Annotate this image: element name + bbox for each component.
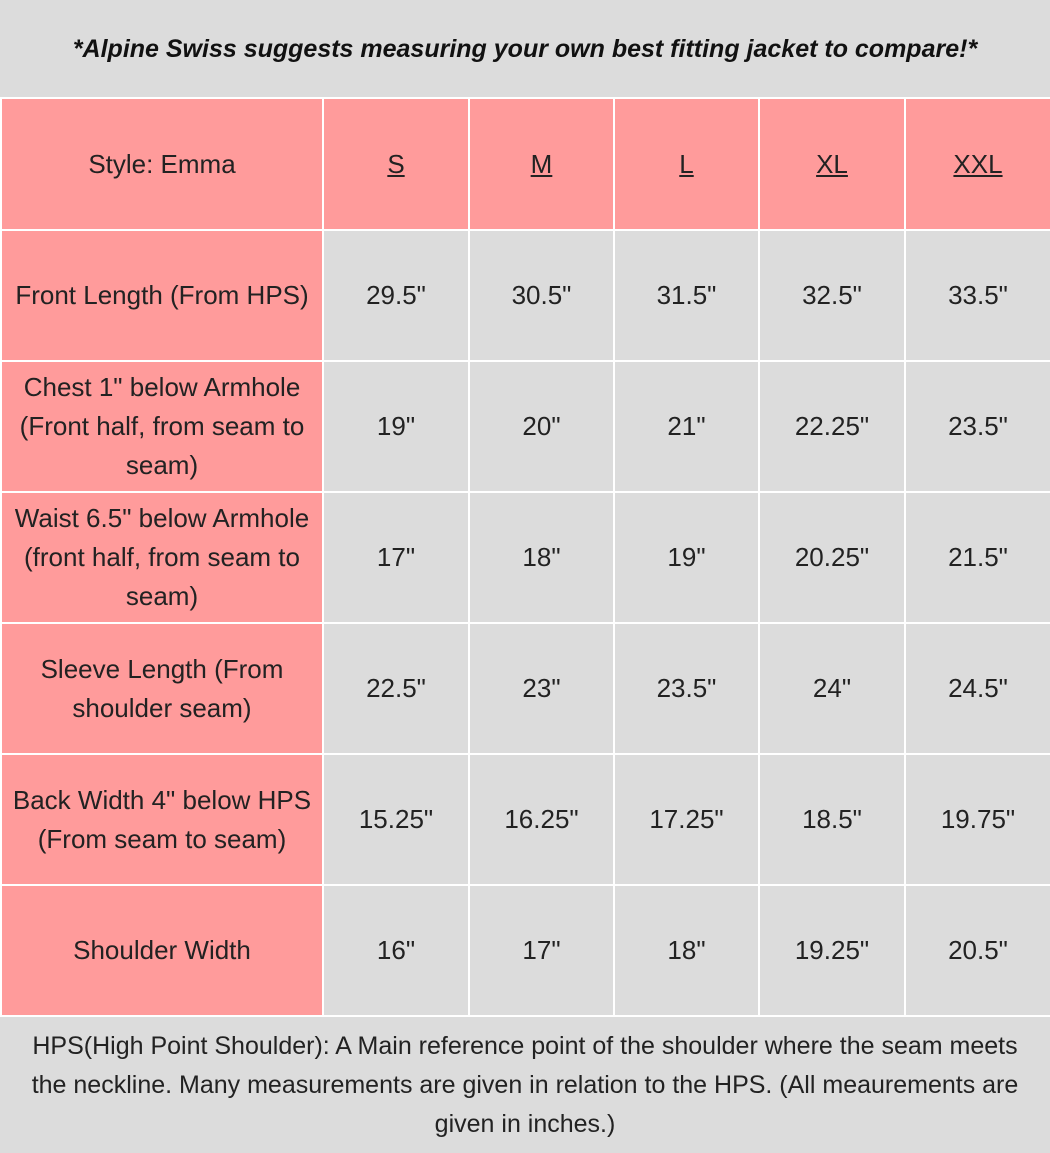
measurement-cell: 21.5" <box>905 492 1050 623</box>
row-label: Sleeve Length (From shoulder seam) <box>1 623 323 754</box>
row-label: Chest 1" below Armhole (Front half, from seam to seam) <box>1 361 323 492</box>
measurement-cell: 20" <box>469 361 614 492</box>
table-row <box>1 885 1050 1016</box>
size-header-xxl <box>905 98 1050 230</box>
measurement-cell: 19.75" <box>905 754 1050 885</box>
measurement-cell: 16.25" <box>469 754 614 885</box>
table-row <box>1 754 1050 885</box>
measurement-cell: 17.25" <box>614 754 759 885</box>
measurement-cell: 18" <box>469 492 614 623</box>
measurement-cell: 19" <box>614 492 759 623</box>
size-label: L <box>679 148 694 179</box>
measurement-cell: 19.25" <box>759 885 905 1016</box>
style-label: Style: Emma <box>1 98 323 230</box>
size-header-xl <box>759 98 905 230</box>
measurement-cell: 17" <box>469 885 614 1016</box>
row-label: Shoulder Width <box>1 885 323 1016</box>
measurement-cell: 22.25" <box>759 361 905 492</box>
measurement-cell: 20.25" <box>759 492 905 623</box>
measurement-cell: 23.5" <box>614 623 759 754</box>
table-row <box>1 230 1050 361</box>
table-row <box>1 361 1050 492</box>
measurement-cell: 23" <box>469 623 614 754</box>
row-label: Back Width 4" below HPS (From seam to seam) <box>1 754 323 885</box>
measurement-cell: 24" <box>759 623 905 754</box>
size-label: S <box>387 148 405 179</box>
measurement-cell: 20.5" <box>905 885 1050 1016</box>
row-label: Front Length (From HPS) <box>1 230 323 361</box>
measuring-suggestion-note: *Alpine Swiss suggests measuring your own best fitting jacket to compare!* <box>72 34 978 63</box>
size-header-l <box>614 98 759 230</box>
hps-definition-note: HPS(High Point Shoulder): A Main reference point of the shoulder where the seam meets the neckline. Many measurements are given in relation to the HPS. (All meaurements are given in inches.) <box>31 1032 1019 1138</box>
size-header-s <box>323 98 469 230</box>
measurement-cell: 19" <box>323 361 469 492</box>
measurement-cell: 33.5" <box>905 230 1050 361</box>
size-label: XL <box>816 148 848 179</box>
measurement-cell: 23.5" <box>905 361 1050 492</box>
size-label: M <box>530 148 553 179</box>
measurement-cell: 32.5" <box>759 230 905 361</box>
measurement-cell: 24.5" <box>905 623 1050 754</box>
measurement-cell: 29.5" <box>323 230 469 361</box>
table-header-row <box>1 98 1050 230</box>
measurement-cell: 18.5" <box>759 754 905 885</box>
measurement-cell: 18" <box>614 885 759 1016</box>
size-header-m <box>469 98 614 230</box>
measurement-cell: 21" <box>614 361 759 492</box>
measurement-cell: 31.5" <box>614 230 759 361</box>
measurement-cell: 16" <box>323 885 469 1016</box>
measurement-cell: 17" <box>323 492 469 623</box>
size-label: XXL <box>953 148 1003 179</box>
measurement-cell: 15.25" <box>323 754 469 885</box>
measurement-cell: 22.5" <box>323 623 469 754</box>
row-label: Waist 6.5" below Armhole (front half, from seam to seam) <box>1 492 323 623</box>
table-row <box>1 492 1050 623</box>
size-chart-table <box>0 97 1050 1017</box>
table-row <box>1 623 1050 754</box>
measurement-cell: 30.5" <box>469 230 614 361</box>
